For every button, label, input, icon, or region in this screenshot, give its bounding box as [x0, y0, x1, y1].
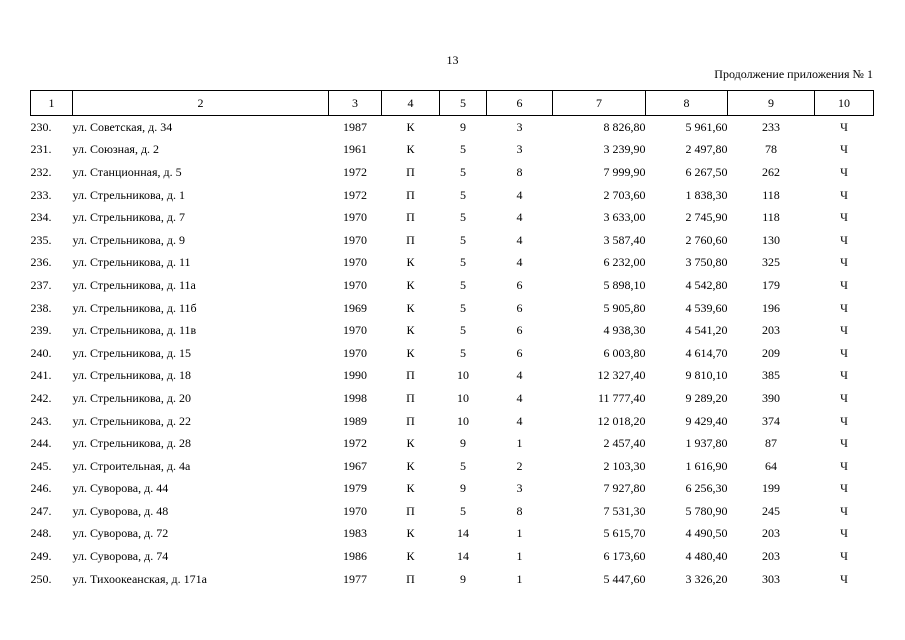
cell-wall-material: П	[406, 210, 415, 225]
cell-year-built: 1983	[343, 526, 367, 541]
cell-living-area: 9 289,20	[685, 390, 728, 405]
cell-residents: 209	[762, 345, 780, 360]
cell-wall-material: К	[406, 458, 415, 473]
cell-residents: 262	[762, 164, 780, 179]
cell-residents: 303	[762, 571, 780, 586]
header-cell-5: 5	[440, 91, 487, 116]
header-cell-9: 9	[728, 91, 815, 116]
cell-address: ул. Стрельникова, д. 18	[72, 368, 191, 383]
cell-living-area: 3 750,80	[685, 255, 728, 270]
cell-floors: 9	[460, 436, 466, 451]
table-row	[31, 410, 874, 433]
cell-year-built: 1977	[343, 571, 367, 586]
cell-residents: 118	[762, 187, 780, 202]
cell-residents: 64	[765, 458, 777, 473]
cell-ownership: Ч	[840, 481, 848, 496]
cell-ownership: Ч	[840, 436, 848, 451]
cell-row-number: 250.	[30, 571, 52, 586]
cell-living-area: 4 542,80	[685, 277, 728, 292]
cell-entrances: 1	[516, 571, 523, 586]
cell-total-area: 6 173,60	[603, 549, 646, 564]
cell-address: ул. Станционная, д. 5	[72, 164, 182, 179]
cell-entrances: 4	[516, 255, 523, 270]
header-row	[31, 91, 874, 116]
cell-address: ул. Стрельникова, д. 11б	[72, 300, 197, 315]
cell-total-area: 12 018,20	[597, 413, 646, 428]
cell-wall-material: П	[406, 187, 415, 202]
cell-ownership: Ч	[840, 300, 848, 315]
cell-residents: 179	[762, 277, 780, 292]
table-row	[31, 206, 874, 229]
table-row	[31, 229, 874, 252]
table-row	[31, 161, 874, 184]
cell-row-number: 232.	[30, 164, 52, 179]
cell-floors: 10	[457, 390, 469, 405]
cell-address: ул. Стрельникова, д. 22	[72, 413, 191, 428]
cell-wall-material: П	[406, 232, 415, 247]
cell-ownership: Ч	[840, 413, 848, 428]
cell-floors: 14	[457, 526, 469, 541]
table-row	[31, 523, 874, 546]
cell-ownership: Ч	[840, 164, 848, 179]
cell-total-area: 11 777,40	[597, 390, 646, 405]
cell-living-area: 1 616,90	[685, 458, 728, 473]
cell-row-number: 234.	[30, 210, 52, 225]
cell-living-area: 3 326,20	[685, 571, 728, 586]
cell-floors: 5	[460, 345, 466, 360]
cell-address: ул. Стрельникова, д. 11в	[72, 323, 197, 338]
cell-residents: 203	[762, 526, 780, 541]
cell-row-number: 237.	[30, 277, 52, 292]
cell-year-built: 1970	[343, 277, 367, 292]
cell-year-built: 1972	[343, 436, 367, 451]
header-cell-10: 10	[815, 91, 874, 116]
cell-living-area: 2 497,80	[685, 142, 728, 157]
cell-ownership: Ч	[840, 119, 848, 134]
header-cell-6: 6	[487, 91, 553, 116]
cell-total-area: 5 898,10	[603, 277, 646, 292]
cell-row-number: 244.	[30, 436, 52, 451]
cell-entrances: 8	[516, 503, 523, 518]
cell-total-area: 5 905,80	[603, 300, 646, 315]
cell-row-number: 230.	[30, 119, 52, 134]
cell-address: ул. Стрельникова, д. 28	[72, 436, 191, 451]
cell-wall-material: К	[406, 436, 415, 451]
cell-floors: 5	[460, 142, 466, 157]
cell-floors: 5	[460, 255, 466, 270]
cell-address: ул. Стрельникова, д. 15	[72, 345, 191, 360]
cell-ownership: Ч	[840, 277, 848, 292]
cell-entrances: 3	[516, 481, 523, 496]
cell-row-number: 245.	[30, 458, 52, 473]
cell-year-built: 1969	[343, 300, 367, 315]
cell-floors: 14	[457, 549, 469, 564]
cell-ownership: Ч	[840, 232, 848, 247]
cell-living-area: 5 780,90	[685, 503, 728, 518]
cell-ownership: Ч	[840, 549, 848, 564]
cell-total-area: 3 239,90	[603, 142, 646, 157]
cell-address: ул. Стрельникова, д. 7	[72, 210, 185, 225]
cell-row-number: 241.	[30, 368, 52, 383]
cell-wall-material: К	[406, 277, 415, 292]
cell-entrances: 3	[516, 142, 523, 157]
cell-total-area: 5 447,60	[603, 571, 646, 586]
cell-living-area: 6 267,50	[685, 164, 728, 179]
cell-address: ул. Советская, д. 34	[72, 119, 173, 134]
cell-living-area: 4 614,70	[685, 345, 728, 360]
cell-total-area: 5 615,70	[603, 526, 646, 541]
cell-address: ул. Строительная, д. 4а	[72, 458, 191, 473]
cell-address: ул. Стрельникова, д. 11а	[72, 277, 196, 292]
table-row	[31, 500, 874, 523]
table-body	[31, 116, 874, 591]
cell-living-area: 9 810,10	[685, 368, 728, 383]
cell-entrances: 4	[516, 187, 523, 202]
cell-living-area: 1 838,30	[685, 187, 728, 202]
cell-wall-material: П	[406, 164, 415, 179]
cell-total-area: 3 633,00	[603, 210, 646, 225]
cell-living-area: 6 256,30	[685, 481, 728, 496]
header-cell-4: 4	[382, 91, 440, 116]
cell-ownership: Ч	[840, 571, 848, 586]
cell-wall-material: П	[406, 571, 415, 586]
cell-total-area: 3 587,40	[603, 232, 646, 247]
cell-year-built: 1970	[343, 503, 367, 518]
table-row	[31, 297, 874, 320]
table-row	[31, 139, 874, 162]
table-row	[31, 478, 874, 501]
cell-ownership: Ч	[840, 458, 848, 473]
table-row	[31, 568, 874, 591]
cell-total-area: 7 927,80	[603, 481, 646, 496]
cell-floors: 9	[460, 119, 466, 134]
cell-ownership: Ч	[840, 142, 848, 157]
cell-residents: 199	[762, 481, 780, 496]
cell-entrances: 2	[516, 458, 523, 473]
cell-wall-material: К	[406, 300, 415, 315]
cell-year-built: 1972	[343, 164, 367, 179]
cell-entrances: 1	[516, 526, 523, 541]
cell-wall-material: К	[406, 323, 415, 338]
cell-ownership: Ч	[840, 526, 848, 541]
table-row	[31, 387, 874, 410]
cell-address: ул. Стрельникова, д. 20	[72, 390, 191, 405]
cell-address: ул. Стрельникова, д. 1	[72, 187, 185, 202]
cell-wall-material: К	[406, 142, 415, 157]
cell-year-built: 1986	[343, 549, 367, 564]
header-cell-2: 2	[73, 91, 329, 116]
cell-entrances: 6	[516, 345, 523, 360]
cell-year-built: 1970	[343, 210, 367, 225]
table-header	[31, 91, 874, 116]
cell-year-built: 1989	[343, 413, 367, 428]
cell-ownership: Ч	[840, 187, 848, 202]
cell-year-built: 1967	[343, 458, 367, 473]
cell-living-area: 4 480,40	[685, 549, 728, 564]
cell-row-number: 231.	[30, 142, 52, 157]
table-row	[31, 274, 874, 297]
table-row	[31, 455, 874, 478]
cell-row-number: 235.	[30, 232, 52, 247]
cell-total-area: 2 457,40	[603, 436, 646, 451]
cell-residents: 385	[762, 368, 780, 383]
cell-entrances: 6	[516, 277, 523, 292]
cell-living-area: 4 539,60	[685, 300, 728, 315]
cell-floors: 9	[460, 481, 466, 496]
header-cell-1: 1	[31, 91, 73, 116]
table-row	[31, 342, 874, 365]
cell-address: ул. Суворова, д. 72	[72, 526, 169, 541]
cell-address: ул. Суворова, д. 48	[72, 503, 169, 518]
appendix-caption: Продолжение приложения № 1	[714, 67, 873, 81]
cell-total-area: 12 327,40	[597, 368, 646, 383]
cell-ownership: Ч	[840, 390, 848, 405]
cell-address: ул. Союзная, д. 2	[72, 142, 160, 157]
header-cell-8: 8	[646, 91, 728, 116]
cell-wall-material: П	[406, 368, 415, 383]
cell-year-built: 1998	[343, 390, 367, 405]
cell-year-built: 1970	[343, 255, 367, 270]
cell-floors: 5	[460, 503, 466, 518]
cell-living-area: 5 961,60	[685, 119, 728, 134]
cell-total-area: 7 999,90	[603, 164, 646, 179]
cell-total-area: 2 103,30	[603, 458, 646, 473]
cell-row-number: 236.	[30, 255, 52, 270]
cell-living-area: 4 490,50	[685, 526, 728, 541]
cell-residents: 374	[762, 413, 780, 428]
cell-address: ул. Стрельникова, д. 11	[72, 255, 191, 270]
cell-row-number: 242.	[30, 390, 52, 405]
table-row	[31, 184, 874, 207]
cell-total-area: 8 826,80	[603, 119, 646, 134]
table-row	[31, 365, 874, 388]
cell-total-area: 4 938,30	[603, 323, 646, 338]
cell-year-built: 1970	[343, 232, 367, 247]
cell-floors: 5	[460, 323, 466, 338]
cell-residents: 118	[762, 210, 780, 225]
cell-year-built: 1961	[343, 142, 367, 157]
cell-entrances: 4	[516, 390, 523, 405]
cell-ownership: Ч	[840, 368, 848, 383]
cell-wall-material: П	[406, 390, 415, 405]
cell-living-area: 9 429,40	[685, 413, 728, 428]
cell-floors: 5	[460, 277, 466, 292]
cell-entrances: 1	[516, 436, 523, 451]
cell-entrances: 3	[516, 119, 523, 134]
cell-total-area: 6 003,80	[603, 345, 646, 360]
table-row	[31, 319, 874, 342]
cell-entrances: 6	[516, 323, 523, 338]
cell-entrances: 1	[516, 549, 523, 564]
cell-year-built: 1970	[343, 323, 367, 338]
cell-floors: 10	[457, 413, 469, 428]
cell-wall-material: К	[406, 526, 415, 541]
cell-entrances: 4	[516, 413, 523, 428]
cell-residents: 196	[762, 300, 780, 315]
header-cell-7: 7	[553, 91, 646, 116]
page-number: 13	[446, 53, 459, 67]
table-row	[31, 116, 874, 139]
cell-floors: 5	[460, 458, 466, 473]
cell-year-built: 1979	[343, 481, 367, 496]
table-row	[31, 432, 874, 455]
cell-living-area: 2 760,60	[685, 232, 728, 247]
cell-wall-material: К	[406, 119, 415, 134]
cell-address: ул. Суворова, д. 44	[72, 481, 169, 496]
cell-row-number: 243.	[30, 413, 52, 428]
cell-row-number: 247.	[30, 503, 52, 518]
cell-floors: 5	[460, 164, 466, 179]
cell-entrances: 8	[516, 164, 523, 179]
cell-residents: 87	[765, 436, 777, 451]
cell-entrances: 4	[516, 232, 523, 247]
cell-row-number: 233.	[30, 187, 52, 202]
cell-residents: 245	[762, 503, 780, 518]
cell-living-area: 1 937,80	[685, 436, 728, 451]
cell-wall-material: К	[406, 345, 415, 360]
cell-ownership: Ч	[840, 210, 848, 225]
cell-residents: 78	[765, 142, 777, 157]
cell-living-area: 2 745,90	[685, 210, 728, 225]
buildings-table	[30, 90, 874, 590]
cell-floors: 5	[460, 187, 466, 202]
cell-floors: 5	[460, 300, 466, 315]
cell-address: ул. Стрельникова, д. 9	[72, 232, 185, 247]
cell-wall-material: К	[406, 255, 415, 270]
cell-floors: 9	[460, 571, 466, 586]
cell-ownership: Ч	[840, 255, 848, 270]
header-cell-3: 3	[329, 91, 382, 116]
cell-wall-material: П	[406, 503, 415, 518]
cell-row-number: 248.	[30, 526, 52, 541]
cell-total-area: 2 703,60	[603, 187, 646, 202]
cell-year-built: 1990	[343, 368, 367, 383]
cell-row-number: 240.	[30, 345, 52, 360]
table-row	[31, 545, 874, 568]
cell-residents: 130	[762, 232, 780, 247]
cell-row-number: 249.	[30, 549, 52, 564]
cell-total-area: 6 232,00	[603, 255, 646, 270]
cell-entrances: 4	[516, 368, 523, 383]
cell-floors: 5	[460, 210, 466, 225]
cell-year-built: 1987	[343, 119, 367, 134]
cell-residents: 233	[762, 119, 780, 134]
cell-wall-material: К	[406, 549, 415, 564]
cell-wall-material: К	[406, 481, 415, 496]
cell-ownership: Ч	[840, 323, 848, 338]
cell-residents: 203	[762, 549, 780, 564]
cell-row-number: 238.	[30, 300, 52, 315]
cell-residents: 203	[762, 323, 780, 338]
cell-row-number: 239.	[30, 323, 52, 338]
cell-address: ул. Тихоокеанская, д. 171а	[72, 571, 207, 586]
cell-address: ул. Суворова, д. 74	[72, 549, 169, 564]
cell-ownership: Ч	[840, 345, 848, 360]
cell-ownership: Ч	[840, 503, 848, 518]
cell-residents: 390	[762, 390, 780, 405]
cell-floors: 5	[460, 232, 466, 247]
cell-residents: 325	[762, 255, 780, 270]
cell-row-number: 246.	[30, 481, 52, 496]
cell-year-built: 1972	[343, 187, 367, 202]
cell-living-area: 4 541,20	[685, 323, 728, 338]
cell-entrances: 4	[516, 210, 523, 225]
table-row	[31, 252, 874, 275]
cell-wall-material: П	[406, 413, 415, 428]
cell-floors: 10	[457, 368, 469, 383]
cell-year-built: 1970	[343, 345, 367, 360]
cell-entrances: 6	[516, 300, 523, 315]
cell-total-area: 7 531,30	[603, 503, 646, 518]
